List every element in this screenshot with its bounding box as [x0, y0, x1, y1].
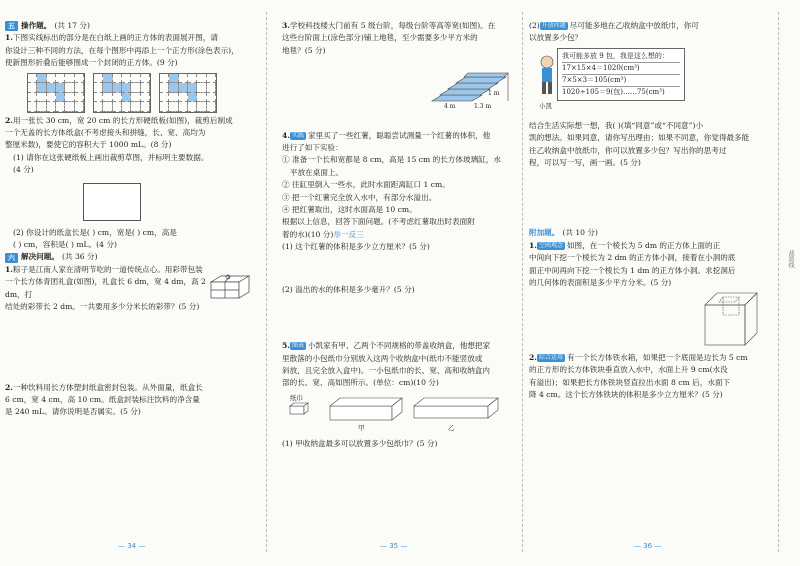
svg-text:1.3 m: 1.3 m [474, 103, 492, 110]
svg-text:甲: 甲 [358, 423, 365, 432]
page-35 [282, 20, 516, 451]
spatial-badge: 空间观念 [538, 241, 563, 249]
cut-line-label: 裁剪线 [787, 250, 794, 268]
question-tissue-boxes: 5. 图表 小凯家有甲、乙两个不同规格的带盖收纳盒，他想把家 里散落的小包纸巾分别放入这两个收纳盒中(纸巾不能竖放或 斜放，且完全放入盒中)。一小包纸巾的长、宽、高和收纳盒内 部的长、宽、高如图所示。(单位：cm)(10 分) [282, 341, 491, 388]
hollow-cube-illustration [701, 289, 759, 347]
question-sweet-potato-2: (2) 溢出的水的体积是多少毫升？(5 分) [282, 284, 415, 294]
cardboard-rectangle[interactable] [83, 183, 141, 221]
page-number: — 35 — [380, 542, 408, 550]
question-1: 1.下图实线标出的部分是在白纸上画的正方体的表面展开图，请 你设计三种不同的方法，在每个图形中再添上一个正方形(涂色表示)， 使新图形折叠后能够围成一个封闭的正方体。(9 分) [5, 33, 239, 68]
section-operations-heading: 五 操作题。 (共 17 分) [5, 20, 253, 32]
section-solve-heading: 六 解决问题。 (共 36 分) [5, 251, 253, 263]
page-number: — 34 — [118, 542, 146, 550]
question-2-answer: (2) 你设计的纸盒长是( ) cm，宽是( ) cm，高是 ( ) cm，容积是( ) mL。(4 分) [13, 227, 177, 250]
cube-net-1[interactable] [27, 73, 85, 113]
section-extra-heading: 附加题。 (共 10 分) [529, 228, 598, 238]
question-stairs: 3.学校科技楼大门前有 5 级台阶，每级台阶等高等宽(如图)。在 这些台阶面上(涂色部分)铺上地毯，至少需要多少平方米的 地毯？(5 分) 1 m 4 m 1.3 m [282, 20, 516, 114]
svg-text:1 m: 1 m [488, 90, 500, 98]
question-sweet-potato: 4. 实践 家里买了一些红薯，聪聪尝试测量一个红薯的体积，他 进行了如下实验： ① 准备一个长和宽都是 8 cm，高是 15 cm 的长方体玻璃缸，水 平放在桌面上。 ② 往缸里倒入一些水，此时水面距离缸口 1 cm。 ③ 把一个红薯完全放入水中，有部分水溢出。 ④ 把红薯取出，这时水面高是 10 cm。 根据以上信息，回答下面问题。(不考虑红薯取出时表面附 着的水)(10 分)举一反三 (1) 这个红薯的体积是多少立方厘米？(5 分) [282, 130, 501, 252]
application-badge: 综合运用 [538, 353, 563, 361]
question-drink-box: 2.一种饮料用长方体塑封纸盒密封包装。从外面量，纸盒长 6 cm，宽 4 cm，高 10 cm。纸盒封装标注饮料的净含量 是 240 mL。请你说明是否属实。(5 分) [5, 382, 203, 417]
open-question-badge: 开放问题 [541, 22, 566, 29]
stairs-illustration [422, 57, 510, 109]
svg-text:4 m: 4 m [444, 103, 456, 110]
extra-question-2: 2. 综合运用 有一个长方体铁水箱，如果把一个底面是边长为 5 cm 的正方形的长方体铁块垂直放入水中，水面上升 9 cm(水没 有溢出)；如果把长方体铁块竖直拉出水面 8 cm 后，水面下 降 4 cm。这个长方体铁块的体积是多少立方厘米？(5 分) [529, 352, 748, 400]
question-tissue-1: (1) 甲收纳盒最多可以放置多少包纸巾？(5 分) [282, 439, 438, 449]
calculation-box: 我可能多放 9 包，我是这么想的： 17×15×4＝1020(cm³) 7×5×3＝105(cm³) 1020÷105＝9(包)……75(cm³) [557, 48, 685, 101]
kid-reasoning [529, 48, 762, 120]
svg-text:纸巾: 纸巾 [290, 393, 303, 402]
question-2: 2.用一张长 30 cm，宽 20 cm 的长方形硬纸板(如图)，裁剪后制成 一个无盖的长方体纸盒(不考虑接头和拼缝，长、宽、高均为 整厘米数)，要使它的容积大于 1000 mL。(8 分) (1) 请你在这张硬纸板上画出裁剪草图，并标明主要数据。 (4 分) [5, 115, 233, 175]
kid-illustration [537, 54, 557, 98]
column-divider [266, 12, 267, 552]
tissue-boxes-illustration [282, 390, 512, 434]
practice-badge: 实践 [291, 131, 304, 139]
chart-badge: 图表 [291, 342, 304, 350]
column-divider [522, 12, 523, 552]
cut-line [778, 12, 779, 552]
agree-question: 结合生活实际想一想，我( )(填“同意”或“不同意”)小 凯的想法。如果同意，请你写出理由；如果不同意，你觉得最多能 往乙收纳盒中放纸巾，你可以放置多少包？写出你的思考过 程，可以写一写，画一画。(5 分) [529, 120, 750, 168]
gift-box-illustration [209, 274, 251, 300]
page-34 [5, 20, 253, 419]
page-number: — 36 — [634, 542, 662, 550]
section-number: 五 [5, 21, 18, 31]
extension-tag: 举一反三 [333, 229, 364, 239]
cube-net-2[interactable] [93, 73, 151, 113]
cube-net-3[interactable] [159, 73, 217, 113]
page-36 [529, 20, 762, 402]
kid-name: 小凯 [539, 101, 552, 110]
question-gift-box: 1.粽子是江南人家在清明节吃的一道传统点心。用彩带包装 一个长方体青团礼盒(如图)，礼盒长 6 dm，宽 4 dm，高 2 dm，打 结处的彩带长 2 dm。一共要用多少分米长的彩带？(5 分) [5, 264, 253, 314]
extra-question-1: 1. 空间观念 如图，在一个棱长为 5 dm 的正方体上面的正 中间向下挖一个棱长为 2 dm 的正方体小洞，接着在小洞的底 面正中间再向下挖一个棱长为 1 dm 的正方体小洞。求挖洞后 的几何体的表面积是多少平方分米。(5 分) [529, 240, 736, 288]
section-number: 六 [5, 253, 18, 263]
cube-net-diagrams [27, 73, 253, 113]
svg-text:乙: 乙 [448, 423, 455, 432]
question-tissue-2: (2) 开放问题 尽可能多地在乙收纳盒中放纸巾，你可 以放置多少包？ [529, 21, 699, 43]
